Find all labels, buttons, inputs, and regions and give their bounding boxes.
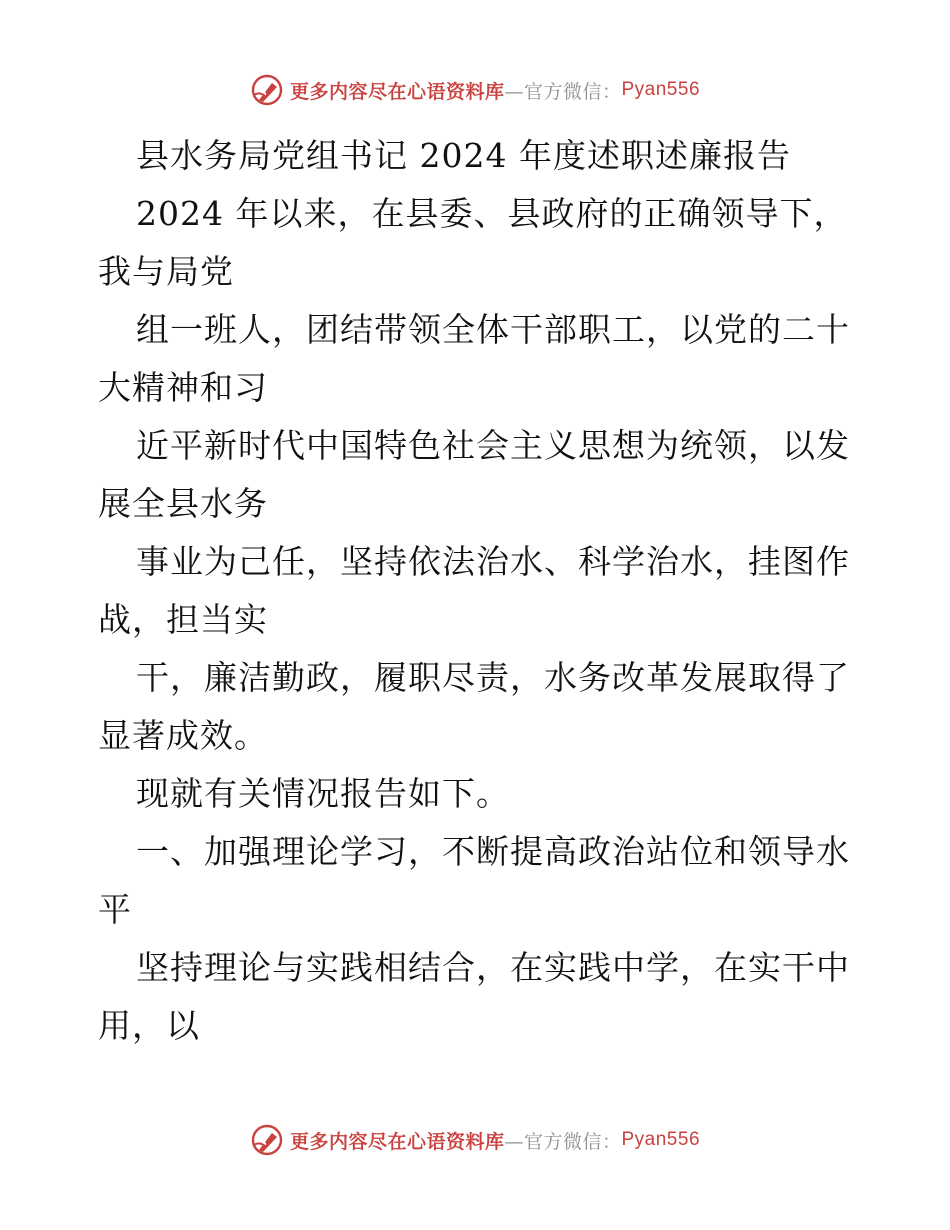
paragraph-line: 展全县水务 (98, 484, 268, 523)
paragraph-line: 近平新时代中国特色社会主义思想为统领，以发 (136, 426, 850, 465)
paragraph-line: 事业为己任，坚持依法治水、科学治水，挂图作 (136, 542, 850, 581)
document-title: 县水务局党组书记 2024 年度述职述廉报告 (136, 136, 791, 175)
paragraph-line: 显著成效。 (98, 716, 268, 755)
paragraph-line: 2024 年以来，在县委、县政府的正确领导下， (136, 194, 848, 233)
paragraph-line: 干，廉洁勤政，履职尽责，水务改革发展取得了 (136, 658, 850, 697)
footer-watermark (0, 1120, 950, 1160)
section-heading: 一、加强理论学习，不断提高政治站位和领导水 (136, 832, 850, 871)
paragraph-line: 组一班人，团结带领全体干部职工，以党的二十 (136, 310, 850, 349)
paragraph-line: 用，以 (98, 1006, 200, 1045)
paragraph-line: 我与局党 (98, 252, 234, 291)
watermark-text (290, 1127, 700, 1154)
paragraph-line: 坚持理论与实践相结合，在实践中学，在实干中 (136, 948, 850, 987)
paragraph-line: 大精神和习 (98, 368, 268, 407)
watermark-separator: —官方微信： (504, 1130, 622, 1153)
paragraph-line: 战，担当实 (98, 600, 268, 639)
pen-nib-logo-icon (250, 1123, 284, 1157)
paragraph-line: 现就有关情况报告如下。 (136, 774, 510, 813)
watermark-main: 更多内容尽在心语资料库 (289, 80, 505, 103)
pen-nib-logo-icon (250, 73, 284, 107)
watermark-id: Pyan556 (621, 1129, 701, 1150)
watermark-id: Pyan556 (621, 79, 701, 100)
document-body (98, 127, 853, 1055)
watermark-separator: —官方微信： (504, 80, 622, 103)
watermark-main: 更多内容尽在心语资料库 (289, 1130, 505, 1153)
header-watermark (0, 70, 950, 110)
watermark-text (290, 77, 700, 104)
section-heading-continued: 平 (98, 890, 132, 929)
